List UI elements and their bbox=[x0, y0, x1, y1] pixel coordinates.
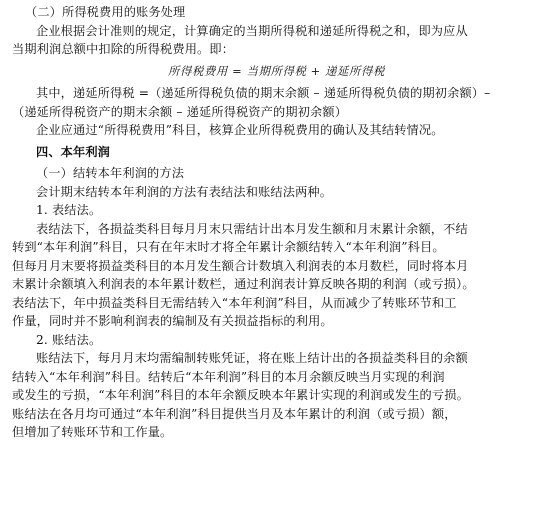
paragraph-line: 企业应通过“所得税费用”科目，核算企业所得税费用的确认及其结转情况。 bbox=[36, 123, 444, 137]
paragraph-line: 作量，同时并不影响利润表的编制及有关损益指标的利用。 bbox=[12, 314, 333, 328]
paragraph-line: 表结法下，年中损益类科目无需结转入“本年利润”科目，从而减少了转账环节和工 bbox=[12, 295, 457, 310]
formula-income-tax-expense: 所得税费用 = 当期所得税 + 递延所得税 bbox=[167, 63, 386, 78]
section-heading-income-tax-accounting: （二）所得税费用的账务处理 bbox=[25, 5, 186, 19]
paragraph-line: 其中，递延所得税 =（递延所得税负债的期末余额 – 递延所得税负债的期初余额）– bbox=[36, 86, 491, 100]
item-title-account-method: 2. 账结法。 bbox=[36, 332, 102, 347]
paragraph-line: 末累计余额填入利润表的本年累计数栏，通过利润表计算反映各期的利润（或亏损）。 bbox=[12, 277, 475, 291]
paragraph-line: 账结法下，每月月末均需编制转账凭证，将在账上结计出的各损益类科目的余额 bbox=[36, 351, 468, 365]
paragraph-line: 表结法下，各损益类科目每月月末只需结计出本月发生额和月末累计余额，不结 bbox=[36, 221, 468, 236]
paragraph-line: 当期利润总额中扣除的所得税费用。即： bbox=[12, 42, 235, 56]
item-title-table-method: 1. 表结法。 bbox=[36, 203, 102, 217]
paragraph-line: （递延所得税资产的期末余额 – 递延所得税资产的期初余额） bbox=[12, 104, 348, 119]
paragraph-line: 但增加了转账环节和工作量。 bbox=[12, 425, 173, 439]
section-heading-annual-profit: 四、本年利润 bbox=[36, 144, 111, 159]
paragraph-line: 转到“本年利润”科目，只有在年末时才将全年累计余额结转入“本年利润”科目。 bbox=[12, 240, 445, 254]
paragraph-line: 会计期末结转本年利润的方法有表结法和账结法两种。 bbox=[36, 184, 333, 199]
paragraph-line: 企业根据会计准则的规定，计算确定的当期所得税和递延所得税之和，即为应从 bbox=[36, 23, 468, 38]
paragraph-line: 但每月月末要将损益类科目的本月发生额合计数填入利润表的本月数栏，同时将本月 bbox=[12, 258, 469, 273]
paragraph-line: 或发生的亏损，“本年利润”科目的本年余额反映本年累计实现的利润或发生的亏损。 bbox=[12, 388, 469, 402]
subsection-heading-transfer-method: （一）结转本年利润的方法 bbox=[36, 166, 185, 180]
paragraph-line: 账结法在各月均可通过“本年利润”科目提供当月及本年累计的利润（或亏损）额， bbox=[12, 406, 457, 421]
paragraph-line: 结转入“本年利润”科目。结转后“本年利润”科目的本月余额反映当月实现的利润 bbox=[12, 369, 445, 384]
